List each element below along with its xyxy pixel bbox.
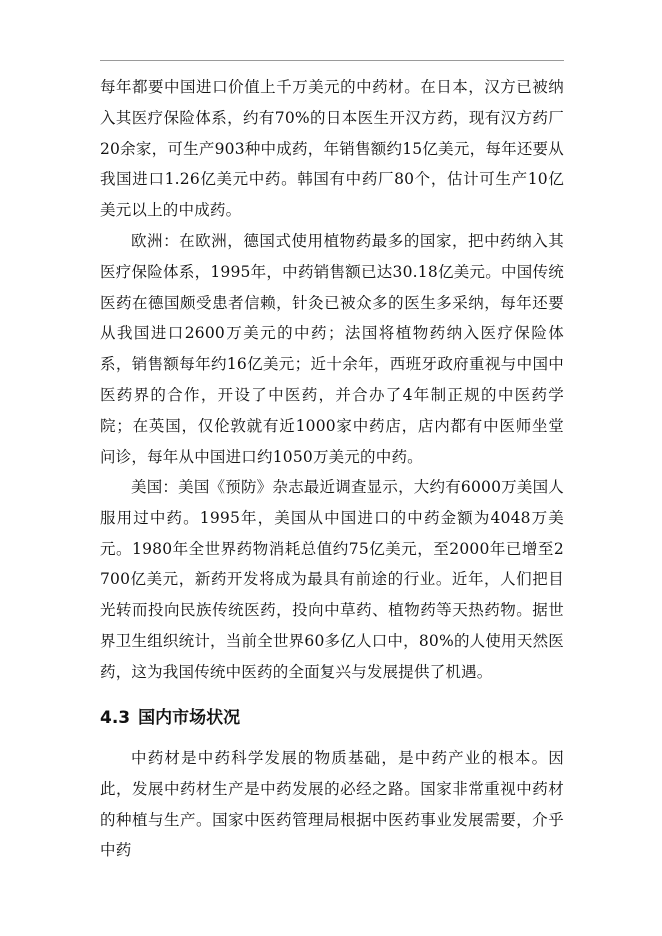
paragraph-europe: 欧洲：在欧洲，德国式使用植物药最多的国家，把中药纳入其医疗保险体系，1995年，中药销售额已达30.18亿美元。中国传统医药在德国颇受患者信赖，针灸已被众多的医生多采纳，每年还要从我国进口2600万美元的中药；法国将植物药纳入医疗保险体系，销售额每年约16亿美元；近十余年，西班牙政府重视与中国中医药界的合作，开设了中医药，并合办了4年制正规的中医药学院；在英国，仅伦敦就有近1000家中药店，店内都有中医师坐堂问诊，每年从中国进口约1050万美元的中药。 [100, 232, 564, 466]
section-title: 国内市场状况 [138, 708, 241, 728]
header-rule [100, 60, 564, 61]
section-heading [100, 703, 240, 733]
paragraph-domestic-market: 中药材是中药科学发展的物质基础，是中药产业的根本。因此，发展中药材生产是中药发展的必经之路。国家非常重视中药材的种植与生产。国家中医药管理局根据中医药事业发展需要，介乎中药 [100, 749, 564, 860]
paragraph-usa: 美国：美国《预防》杂志最近调查显示，大约有6000万美国人服用过中药。1995年，美国从中国进口的中药金额为4048万美元。1980年全世界药物消耗总值约75亿美元，至2000年已增至2700亿美元，新药开发将成为最具有前途的行业。近年，人们把目光转而投向民族传统医药，投向中草药、植物药等天热药物。据世界卫生组织统计，当前全世界60多亿人口中，80%的人使用天然医药，这为我国传统中医药的全面复兴与发展提供了机遇。 [100, 478, 564, 681]
section-number: 4.3 [100, 708, 131, 728]
paragraph-asia: 每年都要中国进口价值上千万美元的中药材。在日本，汉方已被纳入其医疗保险体系，约有70%的日本医生开汉方药，现有汉方药厂20余家，可生产903种中成药，年销售额约15亿美元，每年还要从我国进口1.26亿美元中药。韩国有中药厂80个，估计可生产10亿美元以上的中成药。 [100, 78, 564, 220]
